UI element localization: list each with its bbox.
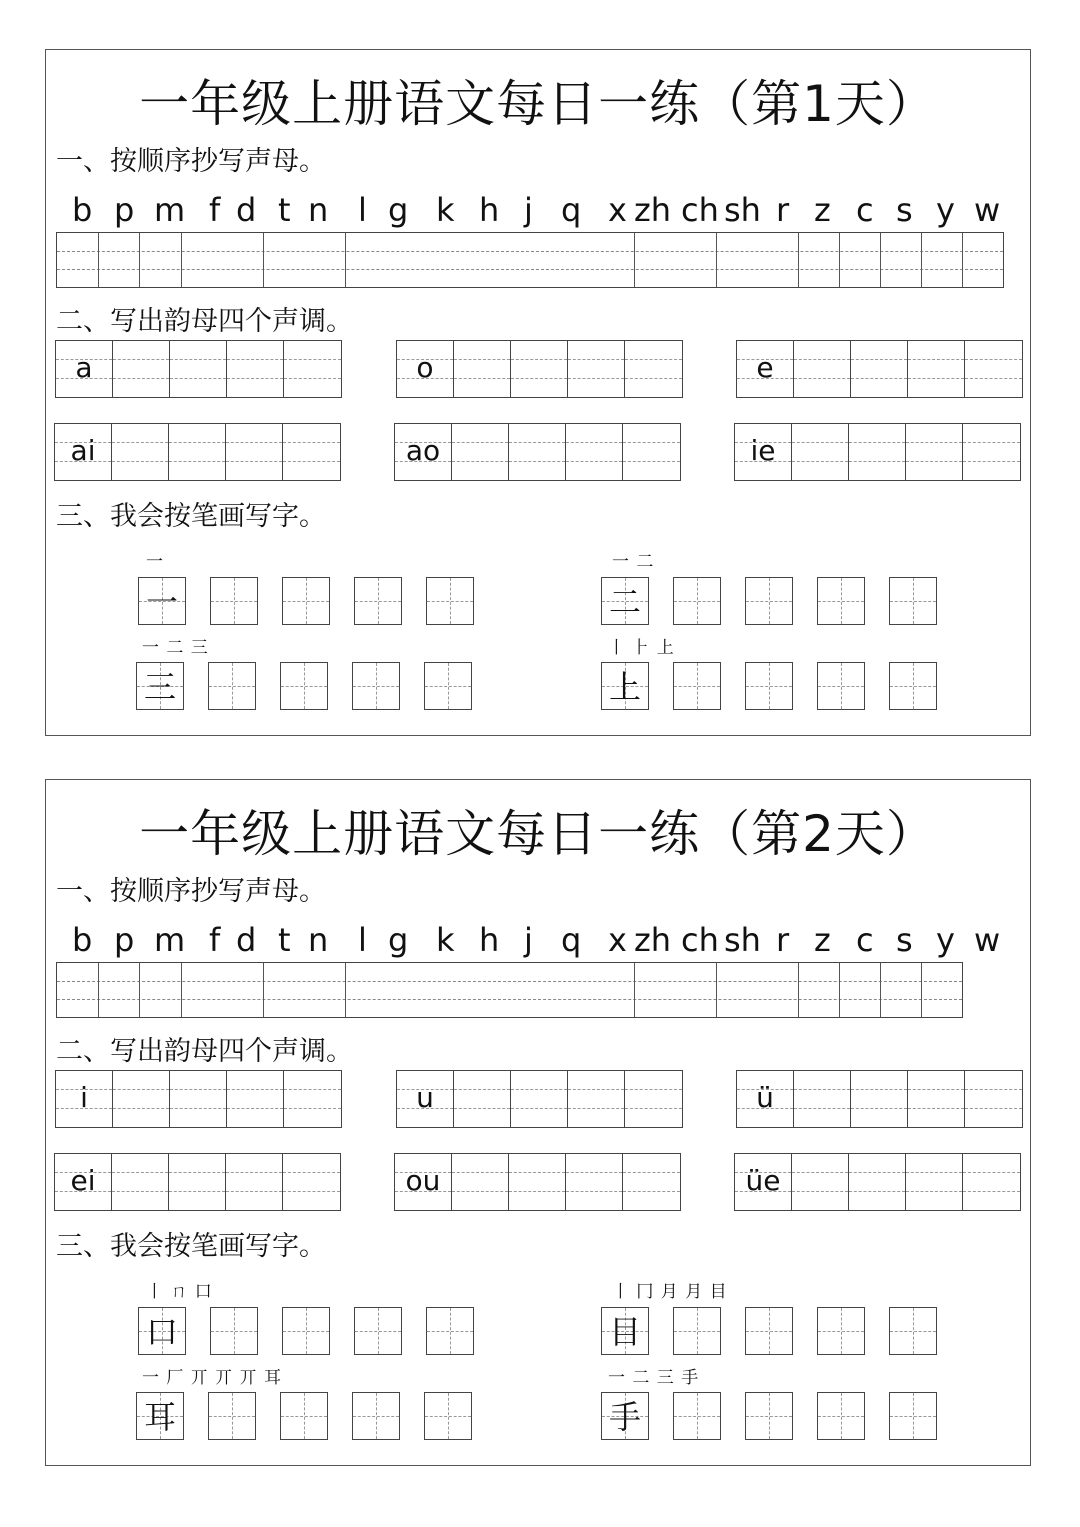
model-char: 口 xyxy=(145,1313,178,1351)
initials-row xyxy=(56,920,1016,964)
initial: j xyxy=(524,191,533,229)
initial: k xyxy=(436,191,455,229)
initial: q xyxy=(561,921,582,959)
finals-row[interactable] xyxy=(736,1070,1023,1128)
initial: b xyxy=(72,191,93,229)
copy-grid[interactable] xyxy=(56,962,963,1018)
finals-row[interactable] xyxy=(394,423,681,481)
char-row[interactable] xyxy=(136,1392,472,1440)
char-row[interactable] xyxy=(138,577,474,625)
initial: f xyxy=(209,921,221,959)
initial: ch xyxy=(681,921,719,959)
stroke-order: 丨 ⺊ 上 xyxy=(608,638,675,658)
initial: d xyxy=(236,921,257,959)
initial: p xyxy=(114,921,135,959)
final-label: e xyxy=(756,351,774,384)
initial: c xyxy=(856,191,874,229)
final-label: üe xyxy=(745,1164,781,1197)
model-char: 三 xyxy=(143,668,176,706)
final-label: ao xyxy=(405,434,441,467)
initials-row xyxy=(56,190,1016,234)
finals-row[interactable] xyxy=(54,423,341,481)
initial: zh xyxy=(634,191,672,229)
final-label: i xyxy=(80,1081,88,1114)
finals-row[interactable] xyxy=(55,1070,342,1128)
initial: r xyxy=(776,921,790,959)
initial: w xyxy=(974,921,1001,959)
section-1-heading: 一、按顺序抄写声母。 xyxy=(56,876,326,907)
finals-row[interactable] xyxy=(734,423,1021,481)
initial: d xyxy=(236,191,257,229)
finals-row[interactable] xyxy=(55,340,342,398)
final-label: u xyxy=(416,1081,434,1114)
finals-row[interactable] xyxy=(54,1153,341,1211)
initial: w xyxy=(974,191,1001,229)
initial: x xyxy=(608,191,627,229)
initial: z xyxy=(814,921,831,959)
initial: zh xyxy=(634,921,672,959)
final-label: o xyxy=(416,351,434,384)
worksheet-day-1 xyxy=(45,49,1031,736)
model-char: 一 xyxy=(145,583,178,621)
initial: h xyxy=(479,191,500,229)
initial: sh xyxy=(724,921,761,959)
initial: t xyxy=(278,191,291,229)
page-title: 一年级上册语文每日一练（第1天） xyxy=(139,75,937,133)
page-title: 一年级上册语文每日一练（第2天） xyxy=(139,805,937,863)
stroke-order: 一 厂 丌 丌 丌 耳 xyxy=(142,1368,283,1388)
finals-row[interactable] xyxy=(396,1070,683,1128)
finals-row[interactable] xyxy=(396,340,683,398)
stroke-order: 一 二 xyxy=(612,552,655,572)
final-label: ou xyxy=(405,1164,441,1197)
initial: s xyxy=(896,191,913,229)
model-char: 耳 xyxy=(143,1398,176,1436)
initial: l xyxy=(358,191,367,229)
initial: q xyxy=(561,191,582,229)
initial: k xyxy=(436,921,455,959)
initial: p xyxy=(114,191,135,229)
initial: g xyxy=(388,921,409,959)
section-3-heading: 三、我会按笔画写字。 xyxy=(56,501,326,532)
section-1-heading: 一、按顺序抄写声母。 xyxy=(56,146,326,177)
initial: l xyxy=(358,921,367,959)
initial: t xyxy=(278,921,291,959)
initial: m xyxy=(154,191,186,229)
char-row[interactable] xyxy=(601,577,937,625)
char-row[interactable] xyxy=(601,662,937,710)
initial: j xyxy=(524,921,533,959)
stroke-order: 一 xyxy=(146,552,164,572)
char-row[interactable] xyxy=(601,1307,937,1355)
char-row[interactable] xyxy=(136,662,472,710)
stroke-order: 一 二 三 xyxy=(142,638,209,658)
initial: c xyxy=(856,921,874,959)
worksheet-day-2 xyxy=(45,779,1031,1466)
finals-row[interactable] xyxy=(394,1153,681,1211)
stroke-order: 丨 ㄇ 口 xyxy=(146,1282,213,1302)
initial: sh xyxy=(724,191,761,229)
initial: h xyxy=(479,921,500,959)
final-label: ei xyxy=(70,1164,96,1197)
model-char: 目 xyxy=(608,1313,641,1351)
model-char: 手 xyxy=(608,1398,641,1436)
initial: n xyxy=(308,921,329,959)
copy-grid[interactable] xyxy=(56,232,1004,288)
stroke-order: 丨 冂 月 月 目 xyxy=(612,1282,728,1302)
initial: g xyxy=(388,191,409,229)
initial: b xyxy=(72,921,93,959)
model-char: 上 xyxy=(608,668,641,706)
finals-row[interactable] xyxy=(734,1153,1021,1211)
final-label: ai xyxy=(70,434,96,467)
initial: f xyxy=(209,191,221,229)
stroke-order: 一 二 三 手 xyxy=(608,1368,700,1388)
section-3-heading: 三、我会按笔画写字。 xyxy=(56,1231,326,1262)
section-2-heading: 二、写出韵母四个声调。 xyxy=(56,306,353,337)
initial: r xyxy=(776,191,790,229)
initial: s xyxy=(896,921,913,959)
final-label: ie xyxy=(750,434,776,467)
section-2-heading: 二、写出韵母四个声调。 xyxy=(56,1036,353,1067)
final-label: a xyxy=(75,351,93,384)
initial: y xyxy=(936,921,955,959)
initial: n xyxy=(308,191,329,229)
final-label: ü xyxy=(756,1081,774,1114)
initial: ch xyxy=(681,191,719,229)
initial: y xyxy=(936,191,955,229)
initial: z xyxy=(814,191,831,229)
initial: x xyxy=(608,921,627,959)
model-char: 二 xyxy=(608,583,641,621)
char-row[interactable] xyxy=(138,1307,474,1355)
finals-row[interactable] xyxy=(736,340,1023,398)
char-row[interactable] xyxy=(601,1392,937,1440)
initial: m xyxy=(154,921,186,959)
